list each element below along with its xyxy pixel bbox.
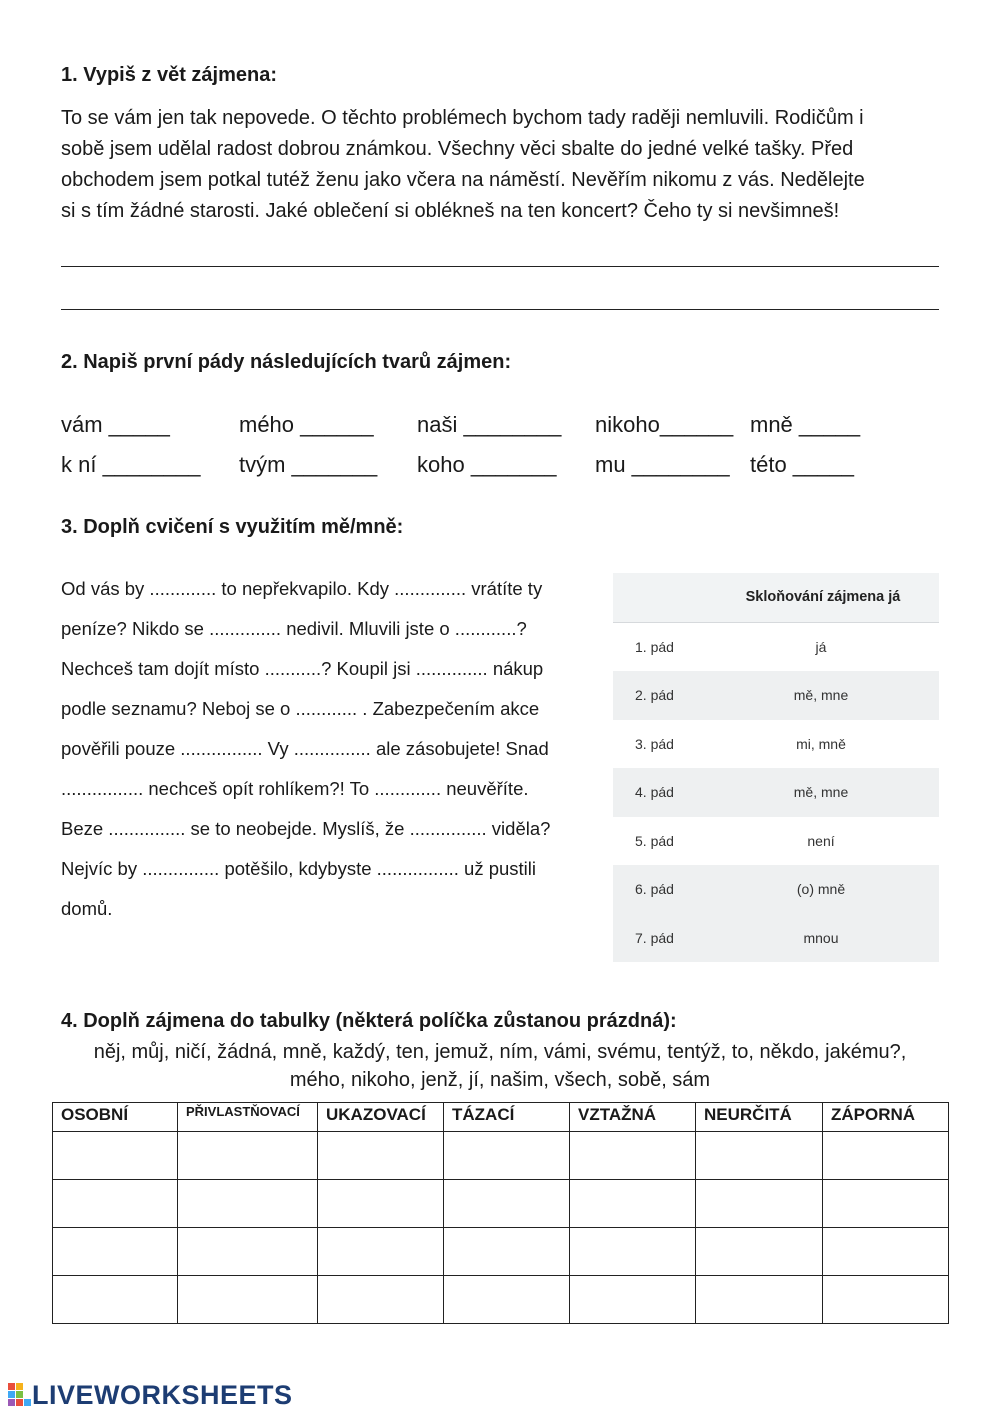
answer-cell[interactable] (696, 1132, 823, 1180)
declension-table (613, 573, 939, 962)
column-header: NEURČITÁ (696, 1103, 823, 1132)
fill-item[interactable]: vám _____ (61, 412, 170, 437)
table-header-row (53, 1103, 949, 1132)
answer-line-2[interactable] (61, 309, 939, 310)
fill-item[interactable]: mu ________ (595, 452, 730, 477)
declension-row (613, 623, 939, 672)
word-bank (30, 1038, 970, 1094)
fill-item[interactable]: nikoho______ (595, 412, 734, 437)
fill-item[interactable]: této _____ (750, 452, 854, 477)
answer-line-1[interactable] (61, 266, 939, 267)
exercise3-text (61, 569, 592, 929)
answer-cell[interactable] (570, 1180, 696, 1228)
exercise1-heading: 1. Vypiš z vět zájmena: (61, 64, 278, 86)
answer-cell[interactable] (696, 1180, 823, 1228)
answer-cell[interactable] (444, 1228, 570, 1276)
answer-cell[interactable] (318, 1180, 444, 1228)
column-header: VZTAŽNÁ (570, 1103, 696, 1132)
answer-cell[interactable] (570, 1276, 696, 1324)
exercise3-line: Nejvíc by ............... potěšilo, kdybyste ................ už pustili (61, 858, 537, 879)
case-form: já (815, 638, 827, 655)
case-label: 4. pád (635, 784, 674, 801)
exercise3-line: Beze ............... se to neobejde. Myslíš, že ............... viděla? (61, 818, 551, 839)
declension-title: Skloňování zájmena já (745, 589, 901, 606)
liveworksheets-logo[interactable] (8, 1380, 293, 1410)
answer-cell[interactable] (178, 1180, 318, 1228)
case-label: 3. pád (635, 735, 674, 752)
declension-row (613, 768, 939, 817)
table-row (53, 1132, 949, 1180)
answer-cell[interactable] (318, 1132, 444, 1180)
column-header: PŘIVLASTŇOVACÍ (178, 1103, 318, 1132)
fill-item[interactable]: mně _____ (750, 412, 861, 437)
word-bank-line: něj, můj, ničí, žádná, mně, každý, ten, jemuž, ním, vámi, svému, tentýž, to, někdo, jakému?, (93, 1041, 907, 1063)
case-form: není (807, 832, 835, 849)
pronoun-table (52, 1102, 949, 1324)
logo-text: LIVEWORKSHEETS (32, 1379, 293, 1410)
case-form: (o) mně (796, 881, 846, 898)
case-label: 6. pád (635, 881, 674, 898)
fill-item[interactable]: naši ________ (417, 412, 562, 437)
answer-cell[interactable] (696, 1276, 823, 1324)
exercise3-heading: 3. Doplň cvičení s využitím mě/mně: (61, 516, 404, 538)
answer-cell[interactable] (53, 1180, 178, 1228)
answer-cell[interactable] (178, 1132, 318, 1180)
case-form: mě, mne (793, 687, 849, 704)
declension-row (613, 914, 939, 963)
case-form: mě, mne (793, 784, 849, 801)
answer-cell[interactable] (178, 1228, 318, 1276)
exercise4-heading: 4. Doplň zájmena do tabulky (některá políčka zůstanou prázdná): (61, 1010, 677, 1032)
exercise1-text (61, 103, 939, 227)
case-label: 5. pád (635, 832, 674, 849)
table-row (53, 1228, 949, 1276)
logo-blocks-icon (8, 1383, 32, 1407)
case-form: mnou (803, 929, 839, 946)
answer-cell[interactable] (444, 1132, 570, 1180)
declension-row (613, 817, 939, 866)
case-label: 1. pád (635, 638, 674, 655)
fill-item[interactable]: mého ______ (239, 412, 374, 437)
answer-cell[interactable] (570, 1228, 696, 1276)
answer-cell[interactable] (53, 1228, 178, 1276)
exercise3-line: peníze? Nikdo se .............. nedivil. Mluvili jste o ............? (61, 618, 527, 639)
table-row (53, 1180, 949, 1228)
exercise3-line: pověřili pouze ................ Vy ............... ale zásobujete! Snad (61, 738, 549, 759)
answer-cell[interactable] (696, 1228, 823, 1276)
declension-header (613, 573, 939, 623)
word-bank-line: mého, nikoho, jenž, jí, našim, všech, sobě, sám (289, 1069, 711, 1091)
column-header: TÁZACÍ (444, 1103, 570, 1132)
case-form: mi, mně (796, 735, 846, 752)
answer-cell[interactable] (318, 1228, 444, 1276)
answer-cell[interactable] (444, 1276, 570, 1324)
exercise1-line: si s tím žádné starosti. Jaké oblečení si oblékneš na ten koncert? Čeho ty si nevšimneš! (61, 200, 840, 222)
answer-cell[interactable] (53, 1132, 178, 1180)
fill-item[interactable]: koho _______ (417, 452, 557, 477)
answer-cell[interactable] (823, 1228, 949, 1276)
exercise3-line: podle seznamu? Neboj se o ............ . Zabezpečením akce (61, 698, 540, 719)
fill-item[interactable]: tvým _______ (239, 452, 378, 477)
answer-cell[interactable] (570, 1132, 696, 1180)
answer-cell[interactable] (318, 1276, 444, 1324)
declension-row (613, 865, 939, 914)
exercise3-line: Nechceš tam dojít místo ...........? Koupil jsi .............. nákup (61, 658, 544, 679)
exercise3-line: Od vás by ............. to nepřekvapilo. Kdy .............. vrátíte ty (61, 578, 543, 599)
exercise3-line: ................ nechceš opít rohlíkem?! To ............. neuvěříte. (61, 778, 529, 799)
table-row (53, 1276, 949, 1324)
declension-row (613, 720, 939, 769)
exercise3-line: domů. (61, 898, 113, 919)
column-header: OSOBNÍ (53, 1103, 178, 1132)
case-label: 7. pád (635, 929, 674, 946)
exercise2-heading: 2. Napiš první pády následujících tvarů zájmen: (61, 351, 512, 373)
column-header: UKAZOVACÍ (318, 1103, 444, 1132)
answer-cell[interactable] (53, 1276, 178, 1324)
exercise1-line: obchodem jsem potkal tutéž ženu jako včera na náměstí. Nevěřím nikomu z vás. Nedělejte (61, 169, 865, 191)
column-header: ZÁPORNÁ (823, 1103, 949, 1132)
exercise1-line: sobě jsem udělal radost dobrou známkou. Všechny věci sbalte do jedné velké tašky. Před (61, 138, 854, 160)
declension-row (613, 671, 939, 720)
case-label: 2. pád (635, 687, 674, 704)
answer-cell[interactable] (823, 1180, 949, 1228)
answer-cell[interactable] (823, 1132, 949, 1180)
answer-cell[interactable] (178, 1276, 318, 1324)
answer-cell[interactable] (444, 1180, 570, 1228)
answer-cell[interactable] (823, 1276, 949, 1324)
exercise1-line: To se vám jen tak nepovede. O těchto problémech bychom tady raději nemluvili. Rodičům i (61, 107, 864, 129)
fill-item[interactable]: k ní ________ (61, 452, 201, 477)
